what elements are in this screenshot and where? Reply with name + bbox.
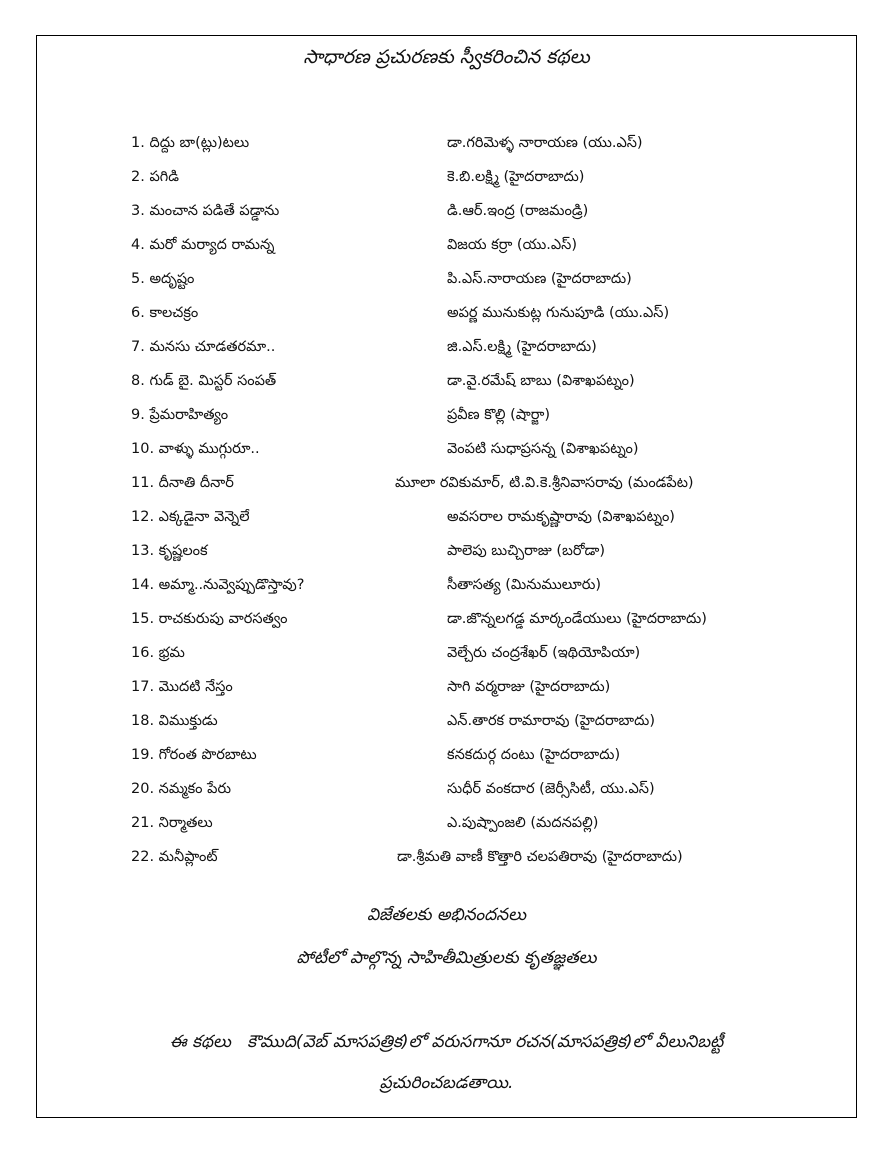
list-item xyxy=(0,849,893,883)
list-item xyxy=(0,407,893,441)
list-item xyxy=(0,509,893,543)
story-title: 22. మనీప్లాంట్ xyxy=(131,849,218,865)
story-author: డి.ఆర్.ఇంద్ర (రాజమండ్రి) xyxy=(447,203,589,219)
list-item xyxy=(0,781,893,815)
story-title: 12. ఎక్కడైనా వెన్నెలే xyxy=(131,509,250,525)
story-author: ఎ.పుష్పాంజలి (మదనపల్లి) xyxy=(447,815,599,831)
list-item xyxy=(0,679,893,713)
story-title: 4. మరో మర్యాద రామన్న xyxy=(131,237,275,253)
list-item xyxy=(0,271,893,305)
story-title: 3. మంచాన పడితే పడ్డాను xyxy=(131,203,280,219)
story-author: సాగి వర్మరాజు (హైదరాబాదు) xyxy=(447,679,611,695)
story-title: 18. విముక్తుడు xyxy=(131,713,218,729)
story-author: డా.గరిమెళ్ళ నారాయణ (యు.ఎస్) xyxy=(447,135,643,151)
list-item xyxy=(0,815,893,849)
story-title: 6. కాలచక్రం xyxy=(131,305,199,321)
story-title: 13. కృష్ణలంక xyxy=(131,543,208,559)
story-title: 14. అమ్మా..నువ్వెప్పుడొస్తావు? xyxy=(131,577,305,593)
list-item xyxy=(0,475,893,509)
story-author: వెంపటి సుధాప్రసన్న (విశాఖపట్నం) xyxy=(447,441,639,457)
story-title: 20. నమ్మకం పేరు xyxy=(131,781,232,797)
story-author: సీతాసత్య (మినుములూరు) xyxy=(447,577,602,593)
story-author: వెల్చేరు చంద్రశేఖర్ (ఇథియోపియా) xyxy=(447,645,641,661)
story-author: పాలెపు బుచ్చిరాజు (బరోడా) xyxy=(447,543,605,559)
list-item xyxy=(0,611,893,645)
thanks-line: పోటీలో పాల్గొన్న సాహితీమిత్రులకు కృతజ్ఞతలు xyxy=(296,948,597,968)
story-title: 5. అదృష్టం xyxy=(131,271,195,287)
story-author: ఎన్.తారక రామారావు (హైదరాబాదు) xyxy=(447,713,655,729)
story-author: కె.బి.లక్ష్మి (హైదరాబాదు) xyxy=(447,169,585,185)
story-author: డా.వై.రమేష్ బాబు (విశాఖపట్నం) xyxy=(447,373,635,389)
publication-note-line2: ప్రచురించబడతాయి. xyxy=(379,1073,514,1093)
list-item xyxy=(0,135,893,169)
list-item xyxy=(0,169,893,203)
story-title: 7. మనసు చూడతరమా.. xyxy=(131,339,276,355)
list-item xyxy=(0,339,893,373)
list-item xyxy=(0,203,893,237)
story-title: 19. గోరంత పొరబాటు xyxy=(131,747,257,763)
story-title: 2. పగిడి xyxy=(131,169,179,185)
page-title: సాధారణ ప్రచురణకు స్వీకరించిన కథలు xyxy=(303,46,590,68)
story-author: మూలా రవికుమార్, టి.వి.కె.శ్రీనివాసరావు (మండపేట) xyxy=(395,475,694,491)
story-author: కనకదుర్గ దంటు (హైదరాబాదు) xyxy=(447,747,621,763)
story-author: ప్రవీణ కొల్లి (షార్జా) xyxy=(447,407,550,423)
list-item xyxy=(0,577,893,611)
story-title: 1. దిద్దు బా(ట్లు)టలు xyxy=(131,135,250,151)
story-title: 10. వాళ్ళు ముగ్గురూ.. xyxy=(131,441,260,457)
story-author: డా.జొన్నలగడ్డ మార్కండేయులు (హైదరాబాదు) xyxy=(447,611,707,627)
story-author: పి.ఎస్.నారాయణ (హైదరాబాదు) xyxy=(447,271,632,287)
list-item xyxy=(0,645,893,679)
story-author: విజయ కర్రా (యు.ఎస్) xyxy=(447,237,578,253)
list-item xyxy=(0,543,893,577)
list-item xyxy=(0,305,893,339)
story-author: జి.ఎస్.లక్ష్మి (హైదరాబాదు) xyxy=(447,339,597,355)
story-title: 17. మొదటి నేస్తం xyxy=(131,679,233,695)
publication-note-line1: ఈ కథలు కౌముది(వెబ్ మాసపత్రిక)లో వరుసగానూ రచన(మాసపత్రిక)లో వీలునిబట్టీ xyxy=(169,1032,724,1052)
story-title: 21. నిర్మాతలు xyxy=(131,815,213,831)
story-title: 15. రాచకురుపు వారసత్వం xyxy=(131,611,288,627)
story-title: 8. గుడ్ బై. మిస్టర్ సంపత్ xyxy=(131,373,277,389)
story-title: 16. భ్రమ xyxy=(131,645,185,661)
list-item xyxy=(0,747,893,781)
list-item xyxy=(0,237,893,271)
list-item xyxy=(0,373,893,407)
story-author: సుధీర్ వంకదార (జెర్సీసిటీ, యు.ఎస్) xyxy=(447,781,655,797)
story-title: 11. దీనాతి దీనార్ xyxy=(131,475,234,491)
story-author: అపర్ణ మునుకుట్ల గునుపూడి (యు.ఎస్) xyxy=(447,305,670,321)
congrats-line: విజేతలకు అభినందనలు xyxy=(366,905,527,925)
list-item xyxy=(0,441,893,475)
story-title: 9. ప్రేమరాహిత్యం xyxy=(131,407,229,423)
list-item xyxy=(0,713,893,747)
story-author: డా.శ్రీమతి వాణీ కొత్తారి చలపతిరావు (హైదరాబాదు) xyxy=(397,849,683,865)
story-author: అవసరాల రామకృష్ణారావు (విశాఖపట్నం) xyxy=(447,509,675,525)
